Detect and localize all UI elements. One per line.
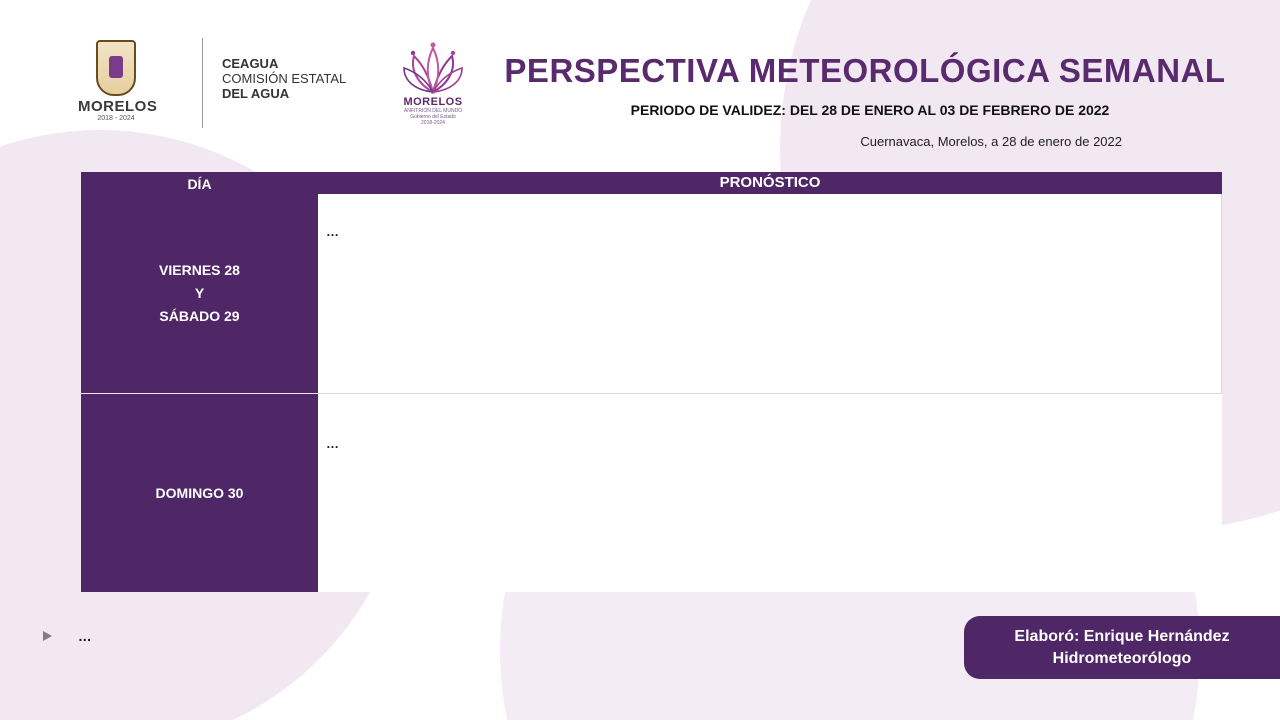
logo-divider: [202, 38, 203, 128]
morelos-logo: [78, 40, 158, 122]
morelos-shield-logo: [96, 40, 136, 96]
table-row-day: [81, 194, 318, 393]
day-label: VIERNES 28: [159, 262, 240, 278]
ceagua-line3: DEL AGUA: [222, 86, 290, 101]
ceagua-logo: [222, 56, 372, 101]
table-row-forecast: …: [318, 394, 1222, 592]
disclaimer-note: …: [78, 629, 92, 644]
ceagua-line2: COMISIÓN ESTATAL: [222, 71, 347, 86]
bullet-arrow-icon: [43, 631, 52, 641]
day-label: DOMINGO 30: [155, 484, 244, 501]
lotus-logo: [400, 40, 466, 96]
ceagua-line1: CEAGUA: [222, 56, 279, 71]
author-badge: [964, 616, 1280, 679]
validity-period: PERIODO DE VALIDEZ: DEL 28 DE ENERO AL 03 DE FEBRERO DE 2022: [630, 102, 1110, 118]
morelos-logo-name: MORELOS: [78, 98, 158, 115]
day-label: Y: [194, 285, 205, 301]
gobierno-logo-sub1: Gobierno del Estado: [410, 114, 456, 120]
gobierno-logo-tagline: ANFITRIÓN DEL MUNDO: [403, 108, 463, 114]
gobierno-logo-sub2: 2018-2024: [421, 120, 445, 126]
place-date: Cuernavaca, Morelos, a 28 de enero de 2022: [860, 134, 1122, 149]
page-title: PERSPECTIVA METEOROLÓGICA SEMANAL: [504, 52, 1226, 89]
author-name: Elaboró: Enrique Hernández: [1014, 627, 1230, 645]
morelos-logo-years: 2018 - 2024: [97, 115, 135, 122]
table-row-forecast: …: [318, 194, 1222, 394]
day-label: SÁBADO 29: [159, 308, 240, 324]
table-header-day: DÍA: [81, 172, 318, 194]
gobierno-logo-name: MORELOS: [403, 96, 463, 108]
gobierno-logo: [394, 40, 472, 126]
table-header-forecast: PRONÓSTICO: [318, 172, 1222, 194]
forecast-table: [81, 172, 1222, 592]
author-title: Hidrometeorólogo: [1052, 649, 1192, 667]
table-row-day: [81, 394, 318, 592]
